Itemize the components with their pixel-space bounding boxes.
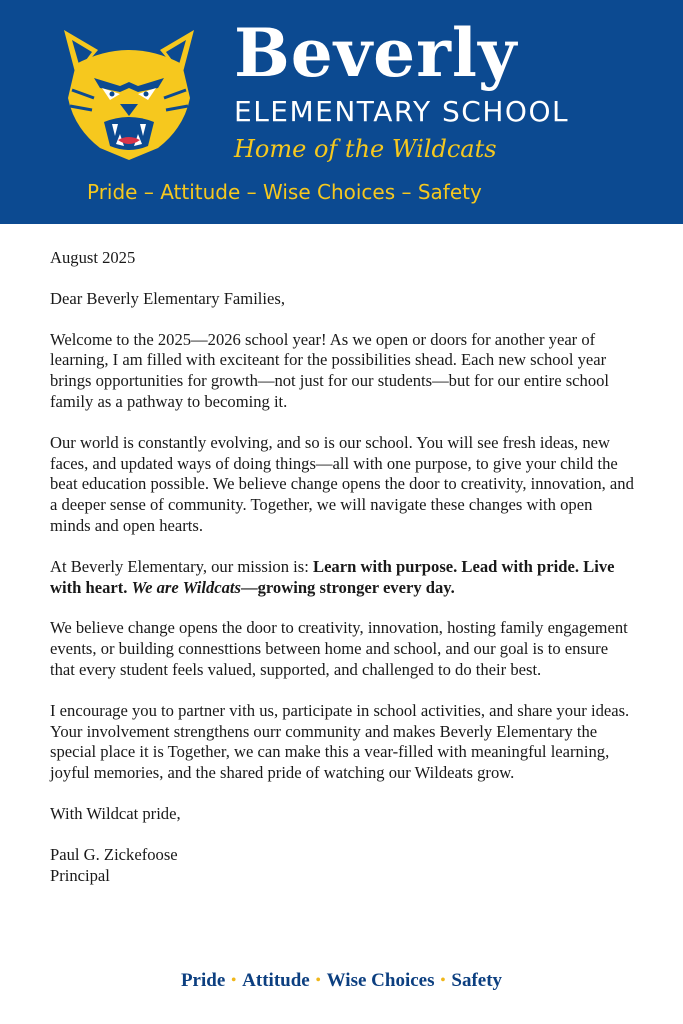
school-name: Beverly xyxy=(234,14,518,92)
paragraph-partner: I encourage you to partner vith us, participate in school activities, and share your ideas. Your involvement strengthens ourr community and makes Beverly Elementary the special place it is Together, we can make this a vear-filled with meaningful learning, joyful memories, and the shared pride of watching our Wildeats grow. xyxy=(50,700,630,783)
paragraph-welcome: Welcome to the 2025—2026 school year! As we open or doors for another year of learning, I am filled with exciteant for the possibilities shead. Each new school year brings opportunities for growth—not just for our students—but for our entire school family as a pathway to becoming it. xyxy=(50,329,610,411)
mission-wildcats: We are Wildcats xyxy=(131,577,241,597)
signature-name: Paul G. Zickefoose xyxy=(50,844,178,864)
mission-ending: —growing stronger every day. xyxy=(240,577,455,597)
letterhead-banner xyxy=(0,0,683,224)
paragraph-mission xyxy=(50,557,634,599)
footer-value-pride: Pride xyxy=(180,970,226,991)
mission-statement: Learn with purpose. Lead with pride. Live with heart. xyxy=(50,556,615,597)
wildcat-mascot-icon xyxy=(58,28,200,162)
paragraph-community: We believe change opens the door to creativity, innovation, hosting family engagement events, or building connesttions between home and school, and our goal is to ensure that every student feels valued, supported, and challenged to do their best. xyxy=(50,618,628,679)
letter-signature xyxy=(50,845,634,887)
footer-value-attitude: Attitude xyxy=(242,970,310,991)
footer-value-safety: Safety xyxy=(451,970,503,991)
header-values: Pride – Attitude – Wise Choices – Safety xyxy=(87,180,482,204)
separator-dot-icon: • xyxy=(440,973,446,988)
separator-dot-icon: • xyxy=(231,973,237,988)
paragraph-change: Our world is constantly evolving, and so is our school. You will see fresh ideas, new faces, and updated ways of doing things—all with one purpose, to give your child the beat education possible. We believe change opens the door to creativity, innovation, and a deeper sense of community. Together, we will navigate these changes with open minds and open hearts. xyxy=(50,432,634,535)
school-motto: Home of the Wildcats xyxy=(234,135,497,163)
separator-dot-icon: • xyxy=(315,973,321,988)
letter-greeting: Dear Beverly Elementary Families, xyxy=(50,288,285,308)
footer-value-wise-choices: Wise Choices xyxy=(326,970,435,991)
signature-title: Principal xyxy=(50,865,110,885)
letter-body xyxy=(50,248,634,886)
school-subtitle: ELEMENTARY SCHOOL xyxy=(234,95,570,128)
mission-intro: At Beverly Elementary, our mission is: xyxy=(50,556,313,576)
letter-date: August 2025 xyxy=(50,248,136,267)
footer-values xyxy=(0,966,683,996)
letter-closing: With Wildcat pride, xyxy=(50,803,181,823)
